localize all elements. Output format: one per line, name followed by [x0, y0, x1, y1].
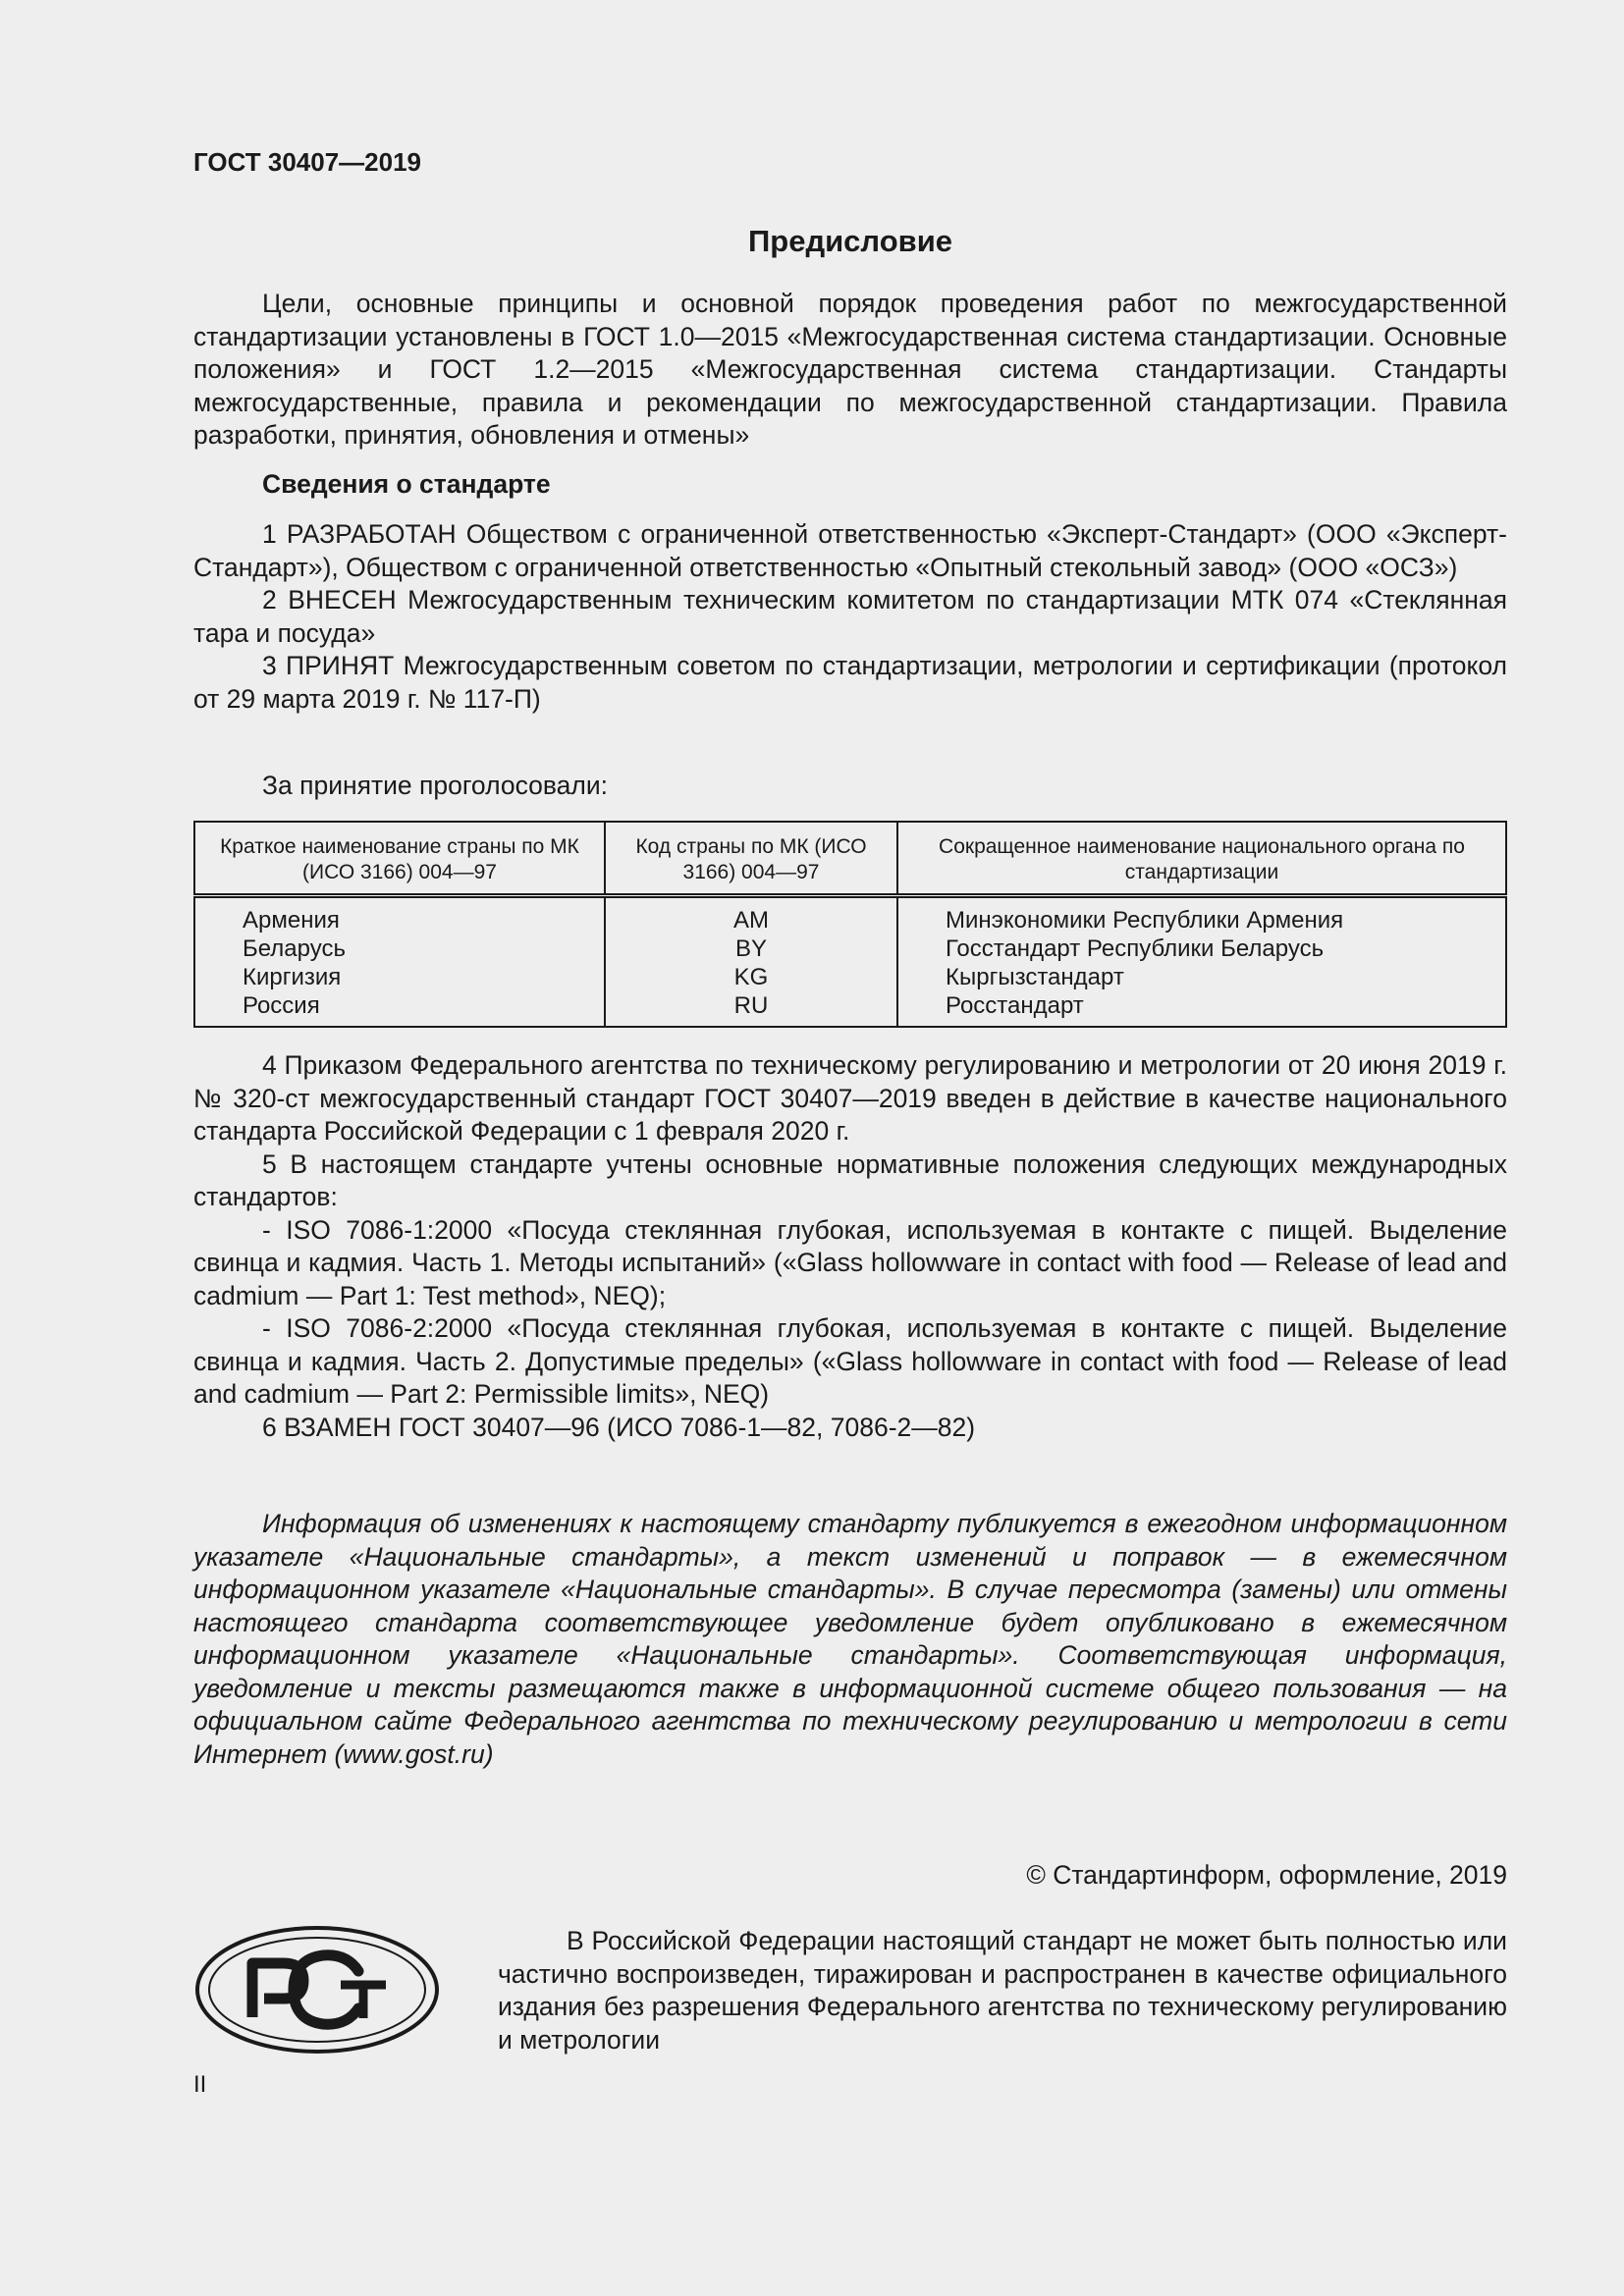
item-5b: - ISO 7086-2:2000 «Посуда стеклянная глубокая, используемая в контакте с пищей. Выделение свинца и кадмия. Часть 2. Допустимые пределы» («Glass hollowware in contact with food — Release of lead and cadmium — Part 2: Permissible limits», NEQ) — [193, 1313, 1507, 1409]
page-title: Предисловие — [747, 224, 952, 258]
notice-block — [193, 1508, 1507, 1771]
item-4: 4 Приказом Федерального агентства по техническому регулированию и метрологии от 20 июня 2019 г. № 320-ст межгосударственный стандарт ГОСТ 30407—2019 введен в действие в качестве национального стандарта Российской Федерации с 1 февраля 2020 г. — [193, 1050, 1507, 1146]
table-cell-code: BY — [605, 934, 897, 963]
info-heading-block — [193, 468, 1507, 502]
item-6: 6 ВЗАМЕН ГОСТ 30407—96 (ИСО 7086-1—82, 7086-2—82) — [262, 1412, 976, 1442]
item-2: 2 ВНЕСЕН Межгосударственным техническим комитетом по стандартизации МТК 074 «Стеклянная тара и посуда» — [193, 585, 1507, 648]
table-cell-country: Россия — [194, 991, 605, 1027]
table-row — [194, 963, 1506, 991]
table-cell-code: KG — [605, 963, 897, 991]
votes-table — [193, 821, 1507, 1028]
table-cell-country: Армения — [194, 896, 605, 935]
table-row — [194, 934, 1506, 963]
intro-block — [193, 288, 1507, 453]
page-number: II — [193, 2071, 207, 2098]
table-cell-body: Минэкономики Республики Армения — [897, 896, 1506, 935]
rights-block — [498, 1925, 1507, 2056]
votes-label-block — [193, 770, 1507, 803]
votes-label: За принятие проголосовали: — [262, 771, 609, 800]
item-5a: - ISO 7086-1:2000 «Посуда стеклянная глубокая, используемая в контакте с пищей. Выделение свинца и кадмия. Часть 1. Методы испытаний» («Glass hollowware in contact with food — Release of lead and cadmium — Part 1: Test method», NEQ); — [193, 1214, 1507, 1310]
table-cell-body: Госстандарт Республики Беларусь — [897, 934, 1506, 963]
table-header-code: Код страны по МК (ИСО 3166) 004—97 — [605, 822, 897, 896]
table-cell-country: Беларусь — [194, 934, 605, 963]
table-row — [194, 896, 1506, 935]
table-cell-code: AM — [605, 896, 897, 935]
item-1: 1 РАЗРАБОТАН Обществом с ограниченной ответственностью «Эксперт-Стандарт» (ООО «Эксперт-Стандарт»), Обществом с ограниченной ответственностью «Опытный стекольный завод» (ООО «ОСЗ») — [193, 519, 1507, 582]
section-heading: Сведения о стандарте — [262, 469, 551, 499]
table-cell-code: RU — [605, 991, 897, 1027]
document-id: ГОСТ 30407—2019 — [193, 147, 421, 177]
table-cell-country: Киргизия — [194, 963, 605, 991]
table-cell-body: Росстандарт — [897, 991, 1506, 1027]
item-3: 3 ПРИНЯТ Межгосударственным советом по стандартизации, метрологии и сертификации (протокол от 29 марта 2019 г. № 117-П) — [193, 651, 1507, 714]
rst-logo-icon — [193, 1924, 441, 2056]
items-block-2 — [193, 1049, 1507, 1444]
copyright-line: © Стандартинформ, оформление, 2019 — [1026, 1860, 1507, 1890]
table-row — [194, 991, 1506, 1027]
change-notice: Информация об изменениях к настоящему стандарту публикуется в ежегодном информационном указателе «Национальные стандарты», а текст изменений и поправок — в ежемесячном информационном указателе «Национальные стандарты». В случае пересмотра (замены) или отмены настоящего стандарта соответствующее уведомление будет опубликовано в ежемесячном информационном указателе «Национальные стандарты». Соответствующая информация, уведомление и тексты размещаются также в информационной системе общего пользования — на официальном сайте Федерального агентства по техническому регулированию и метрологии в сети Интернет (www.gost.ru) — [193, 1509, 1507, 1769]
intro-paragraph: Цели, основные принципы и основной порядок проведения работ по межгосударственной стандартизации установлены в ГОСТ 1.0—2015 «Межгосударственная система стандартизации. Основные положения» и ГОСТ 1.2—2015 «Межгосударственная система стандартизации. Стандарты межгосударственные, правила и рекомендации по межгосударственной стандартизации. Правила разработки, принятия, обновления и отмены» — [193, 289, 1507, 450]
table-header-country: Краткое наименование страны по МК (ИСО 3166) 004—97 — [194, 822, 605, 896]
table-cell-body: Кыргызстандарт — [897, 963, 1506, 991]
items-block-1 — [193, 518, 1507, 716]
rights-paragraph: В Российской Федерации настоящий стандарт не может быть полностью или частично воспроизведен, тиражирован и распространен в качестве официального издания без разрешения Федерального агентства по техническому регулированию и метрологии — [498, 1926, 1507, 2055]
item-5: 5 В настоящем стандарте учтены основные нормативные положения следующих международных стандартов: — [193, 1148, 1507, 1211]
table-header-body: Сокращенное наименование национального органа по стандартизации — [897, 822, 1506, 896]
